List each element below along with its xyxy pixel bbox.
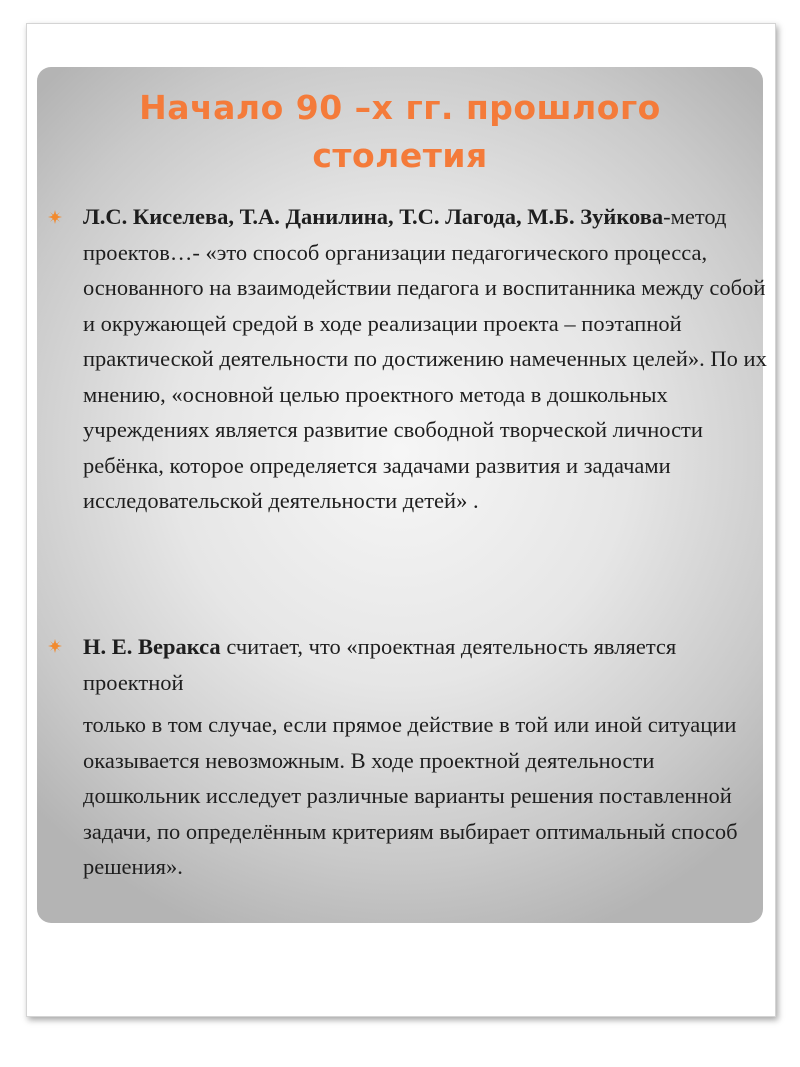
- bullet-1-author: Л.С. Киселева, Т.А. Данилина, Т.С. Лагода, М.Б. Зуйкова: [83, 204, 664, 229]
- slide-title: [37, 84, 763, 180]
- bullet-paragraph-2: [83, 629, 773, 700]
- sunburst-bullet-icon: [48, 210, 62, 224]
- bullet-2-author: Н. Е. Веракса: [83, 634, 221, 659]
- bullet-2-text: считает, что «проектная деятельность является проектной: [83, 634, 677, 695]
- bullet-paragraph-2-continuation: только в том случае, если прямое действие в той или иной ситуации оказывается невозможным. В ходе проектной деятельности дошкольник исследует различные варианты решения поставленной задачи, по определённым критериям выбирает оптимальный способ решения».: [83, 712, 738, 879]
- title-line-2: столетия: [312, 136, 488, 175]
- bullet-paragraph-1: [83, 199, 773, 519]
- title-line-1: Начало 90 –х гг. прошлого: [139, 88, 661, 127]
- sunburst-bullet-icon: [48, 639, 62, 653]
- bullet-1-text: -метод проектов…- «это способ организации педагогического процесса, основанного на взаимодействии педагога и воспитанника между собой и окружающей средой в ходе реализации проекта – поэтапной практической деятельности по достижению намеченных целей». По их мнению, «основной целью проектного метода в дошкольных учреждениях является развитие свободной творческой личности ребёнка, которое определяется задачами развития и задачами исследовательской деятельности детей» .: [83, 204, 767, 513]
